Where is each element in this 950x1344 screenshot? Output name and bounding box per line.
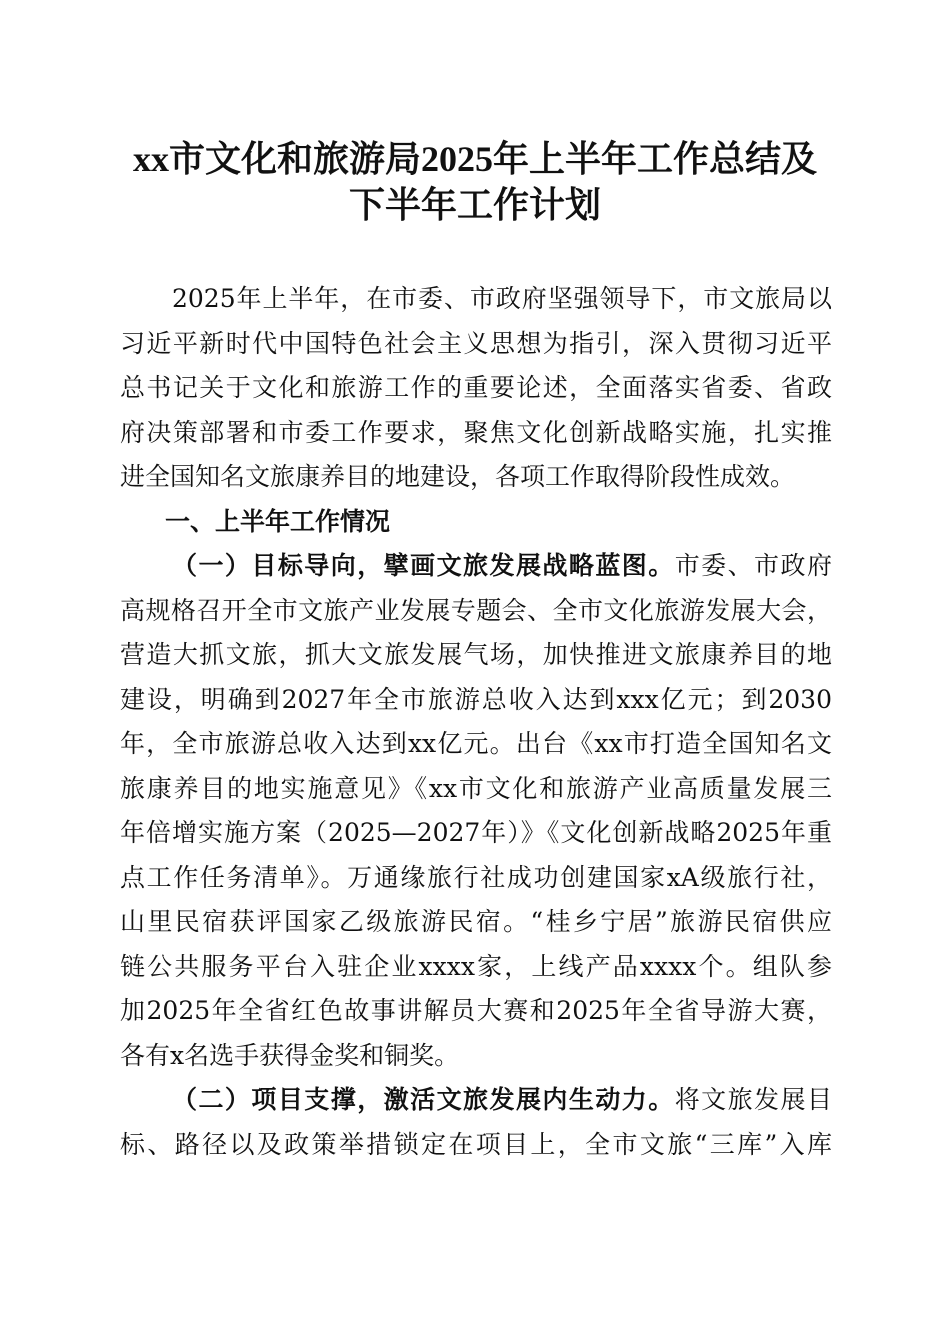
text-line: 旅康养目的地实施意见》《xx市文化和旅游产业高质量发展三 xyxy=(120,773,832,803)
intro-paragraph xyxy=(120,277,832,500)
text-line: 建设，明确到2027年全市旅游总收入达到xxx亿元；到2030 xyxy=(120,684,832,714)
text-line xyxy=(120,1078,832,1123)
text-line: 山里民宿获评国家乙级旅游民宿。“桂乡宁居”旅游民宿供应 xyxy=(120,907,832,936)
text-line: 标、路径以及政策举措锁定在项目上，全市文旅“三库”入库 xyxy=(120,1129,832,1159)
subsection-heading: （一）目标导向，擘画文旅发展战略蓝图。 xyxy=(172,551,675,580)
text-line: 高规格召开全市文旅产业发展专题会、全市文化旅游发展大会， xyxy=(120,595,832,625)
text-line: 链公共服务平台入驻企业xxxx家，上线产品xxxx个。组队参 xyxy=(120,951,832,981)
text-line: 进全国知名文旅康养目的地建设，各项工作取得阶段性成效。 xyxy=(120,462,796,491)
text-line: 总书记关于文化和旅游工作的重要论述，全面落实省委、省政 xyxy=(120,373,832,402)
text-span: 将文旅发展目 xyxy=(674,1085,832,1114)
section-heading: 一、上半年工作情况 xyxy=(165,506,391,536)
subsection-2-paragraph xyxy=(120,1078,832,1167)
subsection-1-paragraph xyxy=(120,544,832,1078)
text-line: 各有x名选手获得金奖和铜奖。 xyxy=(120,1040,460,1070)
document-title xyxy=(0,136,950,228)
text-line: 年，全市旅游总收入达到xx亿元。出台《xx市打造全国知名文 xyxy=(120,729,832,758)
text-line: 2025年上半年，在市委、市政府坚强领导下，市文旅局以 xyxy=(172,284,832,313)
text-line: 府决策部署和市委工作要求，聚焦文化创新战略实施，扎实推 xyxy=(120,417,832,447)
title-line-1: xx市文化和旅游局2025年上半年工作总结及 xyxy=(132,139,817,179)
text-line: 年倍增实施方案（2025—2027年）》《文化创新战略2025年重 xyxy=(120,818,832,847)
text-line xyxy=(120,544,832,589)
document-body xyxy=(120,277,832,1167)
text-line: 加2025年全省红色故事讲解员大赛和2025年全省导游大赛， xyxy=(120,996,832,1025)
text-span: 市委、市政府 xyxy=(674,551,832,580)
subsection-heading: （二）项目支撑，激活文旅发展内生动力。 xyxy=(172,1085,675,1114)
title-line-2: 下半年工作计划 xyxy=(348,185,601,225)
text-line: 习近平新时代中国特色社会主义思想为指引，深入贯彻习近平 xyxy=(120,328,832,358)
text-line: 营造大抓文旅，抓大文旅发展气场，加快推进文旅康养目的地 xyxy=(120,640,832,669)
text-line: 点工作任务清单》。万通缘旅行社成功创建国家xA级旅行社， xyxy=(120,862,832,892)
